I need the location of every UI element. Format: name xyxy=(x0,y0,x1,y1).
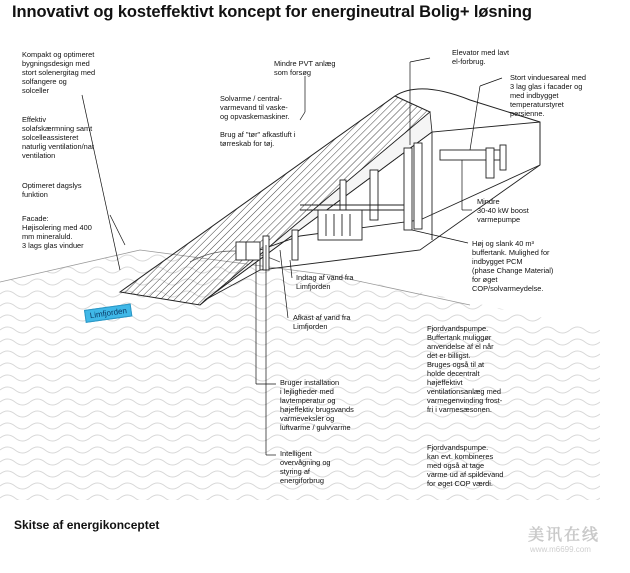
label-fjord-pump-2: Fjordvandspumpe. kan evt. kombineres med også at tage varme ud af spildevand for øget COP værdi. xyxy=(427,443,504,488)
label-elevator: Elevator med lavt el-forbrug. xyxy=(452,48,510,66)
label-water-intake: Indtag af vand fra Limfjorden xyxy=(296,273,354,291)
label-dry-air: Brug af "tør" afkastluft i tørreskab for tøj. xyxy=(220,130,296,148)
label-user-installation: Bruger installation i lejligheder med lavtemperatur og højeffektiv brugsvands varmeveksler og luftvarme / gulvvarme xyxy=(280,378,354,432)
figure-caption: Skitse af energikonceptet xyxy=(14,518,160,532)
label-water-outlet: Afkast af vand fra Limfjorden xyxy=(293,313,351,331)
label-daylight: Optimeret dagslys funktion xyxy=(22,181,82,199)
label-solar-heating: Solvarme / central- varmevand til vaske- og opvaskemaskiner. xyxy=(220,94,290,121)
diagram-title: Innovativt og kosteffektivt koncept for energineutral Bolig+ løsning xyxy=(12,3,532,21)
river-label: Limfjorden xyxy=(84,303,133,322)
label-pvt: Mindre PVT anlæg som forsøg xyxy=(274,59,336,77)
label-fjord-pump-1: Fjordvandspumpe. Buffertank muliggør anvendelse af el når det er billigst. Bruges også til at holde decentralt højeffektivt ventilationsanlæg med varmegenvinding frost- fri i varmesæsonen. xyxy=(427,324,503,414)
label-solar-shading: Effektiv solafskærmning samt solcelleassisteret naturlig ventilation/nat ventilation xyxy=(22,115,94,160)
watermark-url: www.m6699.com xyxy=(530,545,591,554)
label-heat-pump: Mindre 30-40 kW boost varmepumpe xyxy=(477,197,529,224)
label-buffer-tank: Høj og slank 40 m³ buffertank. Mulighed for indbygget PCM (phase Change Material) for øget COP/solvarmeydelse. xyxy=(472,239,554,293)
label-monitoring: Intelligent overvågning og styring af energiforbrug xyxy=(280,449,331,485)
label-windows: Stort vinduesareal med 3 lag glas i facader og med indbygget temperaturstyret persienne. xyxy=(510,73,586,118)
label-facade: Facade: Højisolering med 400 mm mineraluld. 3 lags glas vinduer xyxy=(22,214,92,250)
label-building-design: Kompakt og optimeret bygningsdesign med stort solenergitag med solfangere og solceller xyxy=(22,50,96,95)
watermark-text: 美讯在线 xyxy=(528,527,601,544)
